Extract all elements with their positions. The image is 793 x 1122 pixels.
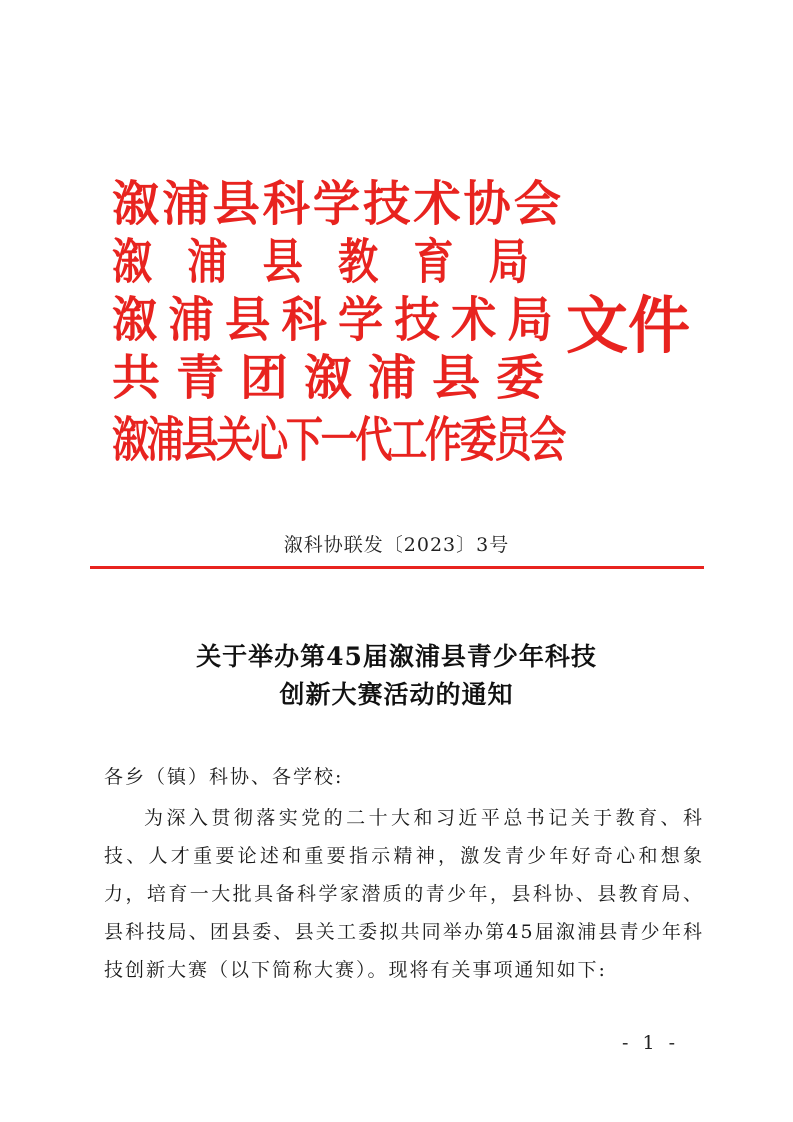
document-title: 关于举办第45届溆浦县青少年科技 bbox=[196, 642, 597, 671]
body-paragraph: 为深入贯彻落实党的二十大和习近平总书记关于教育、科技、人才重要论述和重要指示精神，激发青少年好奇心和想象力，培育一大批具备科学家潜质的青少年，县科协、县教育局、县科技局、团县委、县关工委拟共同举办第45届溆浦县青少年科技创新大赛（以下简称大赛）。现将有关事项通知如下: bbox=[104, 807, 704, 981]
page-number: - 1 - bbox=[622, 1032, 680, 1054]
salutation: 各乡（镇）科协、各学校: bbox=[104, 766, 344, 788]
issuer-name: 溆浦县教育局 bbox=[112, 234, 565, 290]
issuer-name: 溆浦县科学技术局 bbox=[112, 292, 565, 348]
issuer-name: 共青团溆浦县委 bbox=[112, 350, 561, 406]
letterhead-suffix: 文件 bbox=[566, 289, 691, 362]
red-divider bbox=[90, 566, 704, 569]
issuer-name: 溆浦县科学技术协会 bbox=[112, 176, 565, 232]
document-number: 溆科协联发〔2023〕3号 bbox=[283, 534, 510, 556]
issuer-name: 溆浦县关心下一代工作委员会 bbox=[112, 412, 565, 468]
document-title: 创新大赛活动的通知 bbox=[279, 680, 514, 709]
